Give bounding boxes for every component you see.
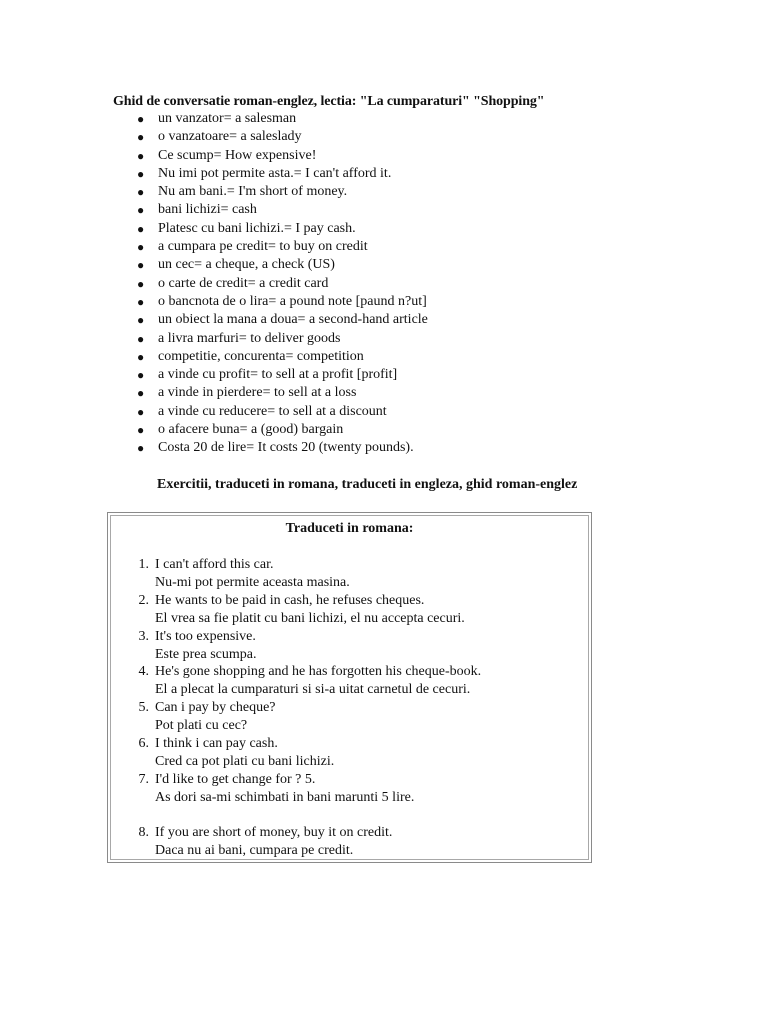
list-item-text: un cec= a cheque, a check (US) xyxy=(158,257,335,273)
list-item-text: bani lichizi= cash xyxy=(158,202,257,218)
list-item-text: a vinde in pierdere= to sell at a loss xyxy=(158,385,357,401)
exercise-english: He wants to be paid in cash, he refuses cheques. xyxy=(155,593,425,608)
list-item xyxy=(137,293,428,311)
bullet-icon: ● xyxy=(137,166,145,181)
list-item-text: a cumpara pe credit= to buy on credit xyxy=(158,239,368,255)
vocabulary-list xyxy=(137,110,428,458)
bullet-icon: ● xyxy=(137,386,145,401)
list-item xyxy=(137,311,428,329)
bullet-icon: ● xyxy=(137,130,145,145)
bullet-icon: ● xyxy=(137,349,145,364)
list-item xyxy=(137,348,428,366)
list-item-text: a livra marfuri= to deliver goods xyxy=(158,330,341,346)
exercise-romanian: Daca nu ai bani, cumpara pe credit. xyxy=(155,843,354,858)
list-item-text: Nu imi pot permite asta.= I can't afford it. xyxy=(158,165,392,181)
bullet-icon: ● xyxy=(137,112,145,126)
exercise-number: 5. xyxy=(138,700,149,715)
list-item-text: Platesc cu bani lichizi.= I pay cash. xyxy=(158,220,356,236)
list-item-text: un obiect la mana a doua= a second-hand article xyxy=(158,312,428,328)
list-item xyxy=(137,256,428,274)
bullet-icon: ● xyxy=(137,313,145,328)
exercise-english: Can i pay by cheque? xyxy=(155,700,276,715)
list-item xyxy=(137,403,428,421)
list-item xyxy=(137,128,428,146)
page-title: Ghid de conversatie roman-englez, lectia: "La cumparaturi" "Shopping" xyxy=(113,94,545,109)
list-item xyxy=(137,110,428,128)
exercise-box-inner xyxy=(110,515,589,860)
bullet-icon: ● xyxy=(137,441,145,456)
exercise-english: If you are short of money, buy it on credit. xyxy=(155,825,393,840)
list-item xyxy=(137,366,428,384)
list-item-text: a vinde cu reducere= to sell at a discount xyxy=(158,403,387,419)
list-item-text: o afacere buna= a (good) bargain xyxy=(158,422,344,438)
exercise-romanian: Nu-mi pot permite aceasta masina. xyxy=(155,575,350,590)
list-item-text: a vinde cu profit= to sell at a profit [profit] xyxy=(158,367,398,383)
bullet-icon: ● xyxy=(137,240,145,255)
list-item-text: o bancnota de o lira= a pound note [paund n?ut] xyxy=(158,293,427,309)
bullet-icon: ● xyxy=(137,368,145,383)
list-item-text: Costa 20 de lire= It costs 20 (twenty pounds). xyxy=(158,440,414,456)
bullet-icon: ● xyxy=(137,423,145,438)
bullet-icon: ● xyxy=(137,294,145,309)
exercise-box xyxy=(107,512,592,863)
exercise-english: I can't afford this car. xyxy=(155,557,274,572)
list-item xyxy=(137,220,428,238)
exercise-english: It's too expensive. xyxy=(155,629,256,644)
exercise-romanian: El a plecat la cumparaturi si si-a uitat carnetul de cecuri. xyxy=(155,682,471,697)
exercise-english: I think i can pay cash. xyxy=(155,736,278,751)
list-item xyxy=(137,147,428,165)
exercise-number: 3. xyxy=(138,629,149,644)
exercise-number: 2. xyxy=(138,593,149,608)
list-item xyxy=(137,330,428,348)
exercise-romanian: Este prea scumpa. xyxy=(155,647,257,662)
exercise-romanian: Pot plati cu cec? xyxy=(155,718,248,733)
exercise-number: 1. xyxy=(138,557,149,572)
exercise-number: 8. xyxy=(138,825,149,840)
list-item xyxy=(137,238,428,256)
exercise-english: I'd like to get change for ? 5. xyxy=(155,772,316,787)
exercise-romanian: El vrea sa fie platit cu bani lichizi, el nu accepta cecuri. xyxy=(155,611,465,626)
bullet-icon: ● xyxy=(137,203,145,218)
exercise-number: 7. xyxy=(138,772,149,787)
exercise-romanian: Cred ca pot plati cu bani lichizi. xyxy=(155,754,335,769)
exercises-heading: Exercitii, traduceti in romana, traduceti in engleza, ghid roman-englez xyxy=(157,477,578,492)
bullet-icon: ● xyxy=(137,148,145,163)
bullet-icon: ● xyxy=(137,221,145,236)
list-item-text: o vanzatoare= a saleslady xyxy=(158,129,302,145)
exercise-box-title: Traduceti in romana: xyxy=(285,521,414,536)
bullet-icon: ● xyxy=(137,331,145,346)
list-item-text: competitie, concurenta= competition xyxy=(158,348,364,364)
list-item xyxy=(137,384,428,402)
bullet-icon: ● xyxy=(137,404,145,419)
list-item-text: Nu am bani.= I'm short of money. xyxy=(158,184,348,200)
list-item xyxy=(137,183,428,201)
list-item-text: Ce scump= How expensive! xyxy=(158,147,317,163)
bullet-icon: ● xyxy=(137,276,145,291)
list-item xyxy=(137,421,428,439)
list-item xyxy=(137,439,428,457)
list-item-text: un vanzator= a salesman xyxy=(158,111,297,126)
list-item xyxy=(137,275,428,293)
list-item-text: o carte de credit= a credit card xyxy=(158,275,329,291)
exercise-romanian: As dori sa-mi schimbati in bani marunti 5 lire. xyxy=(155,790,415,805)
exercise-number: 4. xyxy=(138,664,149,679)
list-item xyxy=(137,201,428,219)
exercise-english: He's gone shopping and he has forgotten his cheque-book. xyxy=(155,664,482,679)
bullet-icon: ● xyxy=(137,185,145,200)
list-item xyxy=(137,165,428,183)
bullet-icon: ● xyxy=(137,258,145,273)
exercise-number: 6. xyxy=(138,736,149,751)
